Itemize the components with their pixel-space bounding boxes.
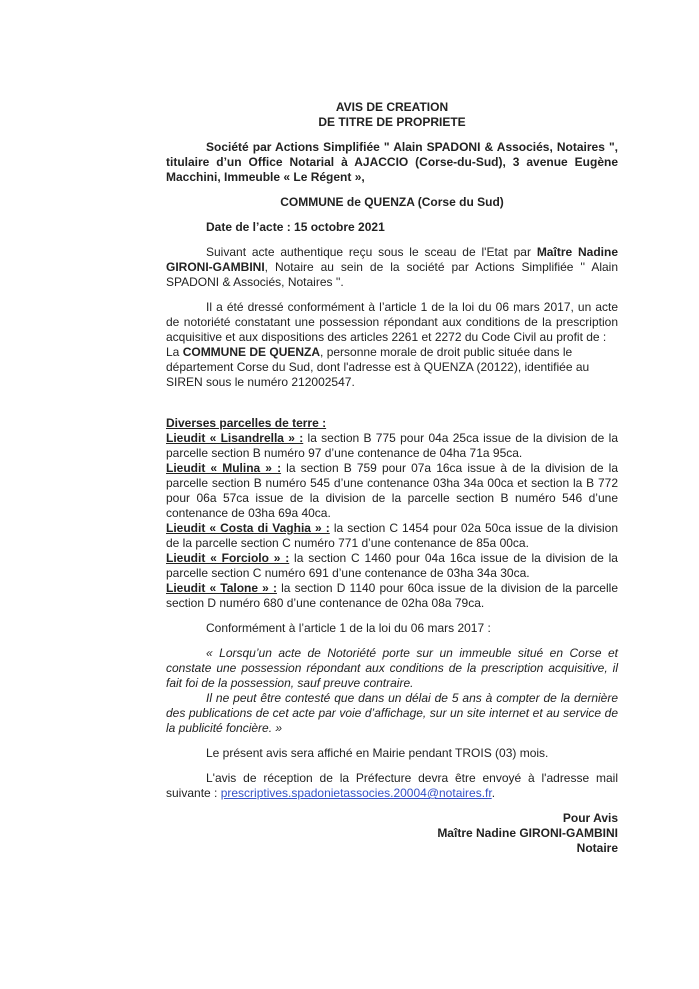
recital-text-start: Suivant acte authentique reçu sous le sceau de l'Etat par — [206, 245, 537, 259]
signature-line-pour-avis: Pour Avis — [562, 811, 618, 825]
beneficiary-text-start: La — [166, 345, 183, 359]
signature-line-notary-name: Maître Nadine GIRONI-GAMBINI — [437, 826, 618, 840]
beneficiary-paragraph — [166, 345, 618, 390]
parcel-text: la section B 759 pour 07a 16ca issue à de la division de la parcelle section B numéro 545 d’une contenance 03ha 34a 00ca et section la B 772 pour 06a 57ca issue de la division de la parcelle section B numéro 546 d’une contenance de 03ha 69a 40ca. — [166, 461, 618, 520]
parcel-item — [166, 521, 618, 551]
parcel-item — [166, 431, 618, 461]
parcel-item — [166, 551, 618, 581]
parcel-item — [166, 461, 618, 521]
parcel-text: la section B 775 pour 04a 25ca issue de la division de la parcelle section B numéro 97 d’une contenance de 04ha 71a 95ca. — [166, 431, 618, 460]
parcel-label: Lieudit « Mulina » : — [166, 461, 282, 475]
parcels-section-heading: Diverses parcelles de terre : — [166, 416, 327, 430]
reception-notice — [166, 771, 618, 801]
signature-block — [166, 811, 618, 856]
signature-line-title: Notaire — [576, 841, 618, 855]
parcel-item — [166, 581, 618, 611]
parcel-label: Lieudit « Forciolo » : — [166, 551, 290, 565]
parcel-text: la section C 1460 pour 04a 16ca issue de la division de la parcelle section C numéro 691 d’une contenance de 03ha 34a 30ca. — [166, 551, 618, 580]
legal-reference-line: Conformément à l’article 1 de la loi du 06 mars 2017 : — [206, 621, 491, 635]
document-content — [166, 100, 618, 856]
parcel-label: Lieudit « Lisandrella » : — [166, 431, 304, 445]
notary-office-paragraph: Société par Actions Simplifiée " Alain SPADONI & Associés, Notaires ", titulaire d’un Office Notarial à AJACCIO (Corse-du-Sud), 3 avenue Eugène Macchini, Immeuble « Le Régent », — [166, 140, 618, 184]
beneficiary-name: COMMUNE DE QUENZA — [182, 345, 321, 359]
display-notice: Le présent avis sera affiché en Mairie pendant TROIS (03) mois. — [206, 746, 549, 760]
parcel-label: Lieudit « Talone » : — [166, 581, 277, 595]
act-date-line: Date de l’acte : 15 octobre 2021 — [206, 220, 385, 234]
recital-text-end: , Notaire au sein de la société par Actions Simplifiée '' Alain SPADONI & Associés, Notaires ''. — [166, 260, 618, 289]
commune-heading: COMMUNE de QUENZA (Corse du Sud) — [280, 195, 504, 209]
notoriety-paragraph: Il a été dressé conformément à l’article 1 de la loi du 06 mars 2017, un acte de notoriété constatant une possession répondant aux conditions de la prescription acquisitive et aux dispositions des articles 2261 et 2272 du Code Civil au profit de : — [166, 300, 618, 344]
parcel-text: la section C 1454 pour 02a 50ca issue de la division de la parcelle section C numéro 771 d’une contenance de 85a 00ca. — [166, 521, 618, 550]
document-title-line1: AVIS DE CREATION — [335, 100, 449, 114]
notary-name: Maître Nadine GIRONI-GAMBINI — [166, 245, 618, 274]
recital-paragraph — [166, 245, 618, 290]
email-link[interactable]: prescriptives.spadonietassocies.20004@notaires.fr — [220, 786, 492, 800]
document-title-line2: DE TITRE DE PROPRIETE — [318, 115, 466, 129]
legal-quote-paragraph-2: Il ne peut être contesté que dans un délai de 5 ans à compter de la dernière des publications de cet acte par voie d’affichage, sur un site internet et au service de la publicité foncière. » — [166, 691, 618, 735]
legal-quote-paragraph-1: « Lorsqu’un acte de Notoriété porte sur un immeuble situé en Corse et constate une possession répondant aux conditions de la prescription acquisitive, il fait foi de la possession, sauf preuve contraire. — [166, 646, 618, 690]
parcel-label: Lieudit « Costa di Vaghia » : — [166, 521, 330, 535]
reception-text-end: . — [491, 786, 496, 800]
parcel-text: la section D 1140 pour 60ca issue de la division de la parcelle section D numéro 680 d’une contenance de 02ha 08a 79ca. — [166, 581, 618, 610]
beneficiary-text-end: , personne morale de droit public située dans le département Corse du Sud, dont l'adresse est à QUENZA (20122), identifiée au SIREN sous le numéro 212002547. — [166, 345, 590, 389]
reception-text-start: L'avis de réception de la Préfecture devra être envoyé à l'adresse mail suivante : — [166, 771, 618, 800]
